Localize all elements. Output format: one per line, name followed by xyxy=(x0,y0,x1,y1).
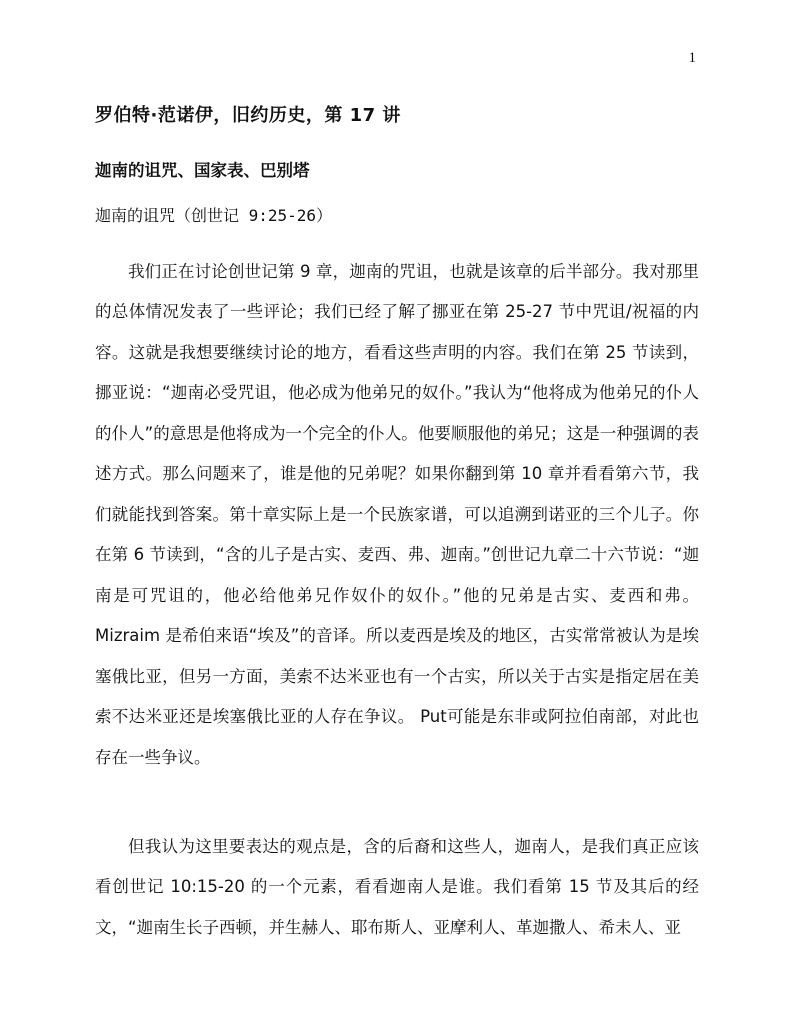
body-paragraph: 我们正在讨论创世记第 9 章，迦南的咒诅，也就是该章的后半部分。我对那里的总体情况发表了一些评论；我们已经了解了挪亚在第 25-27 节中咒诅/祝福的内容。这就是我想要继续讨论的地方，看看这些声明的内容。我们在第 25 节读到，挪亚说：“迦南必受咒诅，他必成为他弟兄的奴仆。”我认为“他将成为他弟兄的仆人的仆人”的意思是他将成为一个完全的仆人。他要顺服他的弟兄；这是一种强调的表述方式。那么问题来了，谁是他的兄弟呢？如果你翻到第 10 章并看看第六节，我们就能找到答案。第十章实际上是一个民族家谱，可以追溯到诺亚的三个儿子。你在第 6 节读到，“含的儿子是古实、麦西、弗、迦南。”创世记九章二十六节说：“迦南是可咒诅的，他必给他弟兄作奴仆的奴仆。”他的兄弟是古实、麦西和弗。 Mizraim 是希伯来语“埃及”的音译。所以麦西是埃及的地区，古实常常被认为是埃塞俄比亚，但另一方面，美索不达米亚也有一个古实，所以关于古实是指定居在美索不达米亚还是埃塞俄比亚的人存在争议。 Put可能是东非或阿拉伯南部，对此也存在一些争议。 xyxy=(95,261,699,767)
section-heading: 迦南的诅咒、国家表、巴别塔 xyxy=(95,161,310,180)
document-title: 罗伯特·范诺伊，旧约历史，第 17 讲 xyxy=(95,105,401,126)
subsection-heading: 迦南的诅咒（创世记 9:25-26） xyxy=(95,206,333,225)
body-paragraph: 但我认为这里要表达的观点是，含的后裔和这些人，迦南人，是我们真正应该看创世记 10:15-20 的一个元素，看看迦南人是谁。我们看第 15 节及其后的经文，“迦南生长子西顿，并生赫人、耶布斯人、亚摩利人、革迦撒人、希未人、亚 xyxy=(95,836,699,937)
page-number: 1 xyxy=(688,50,696,66)
